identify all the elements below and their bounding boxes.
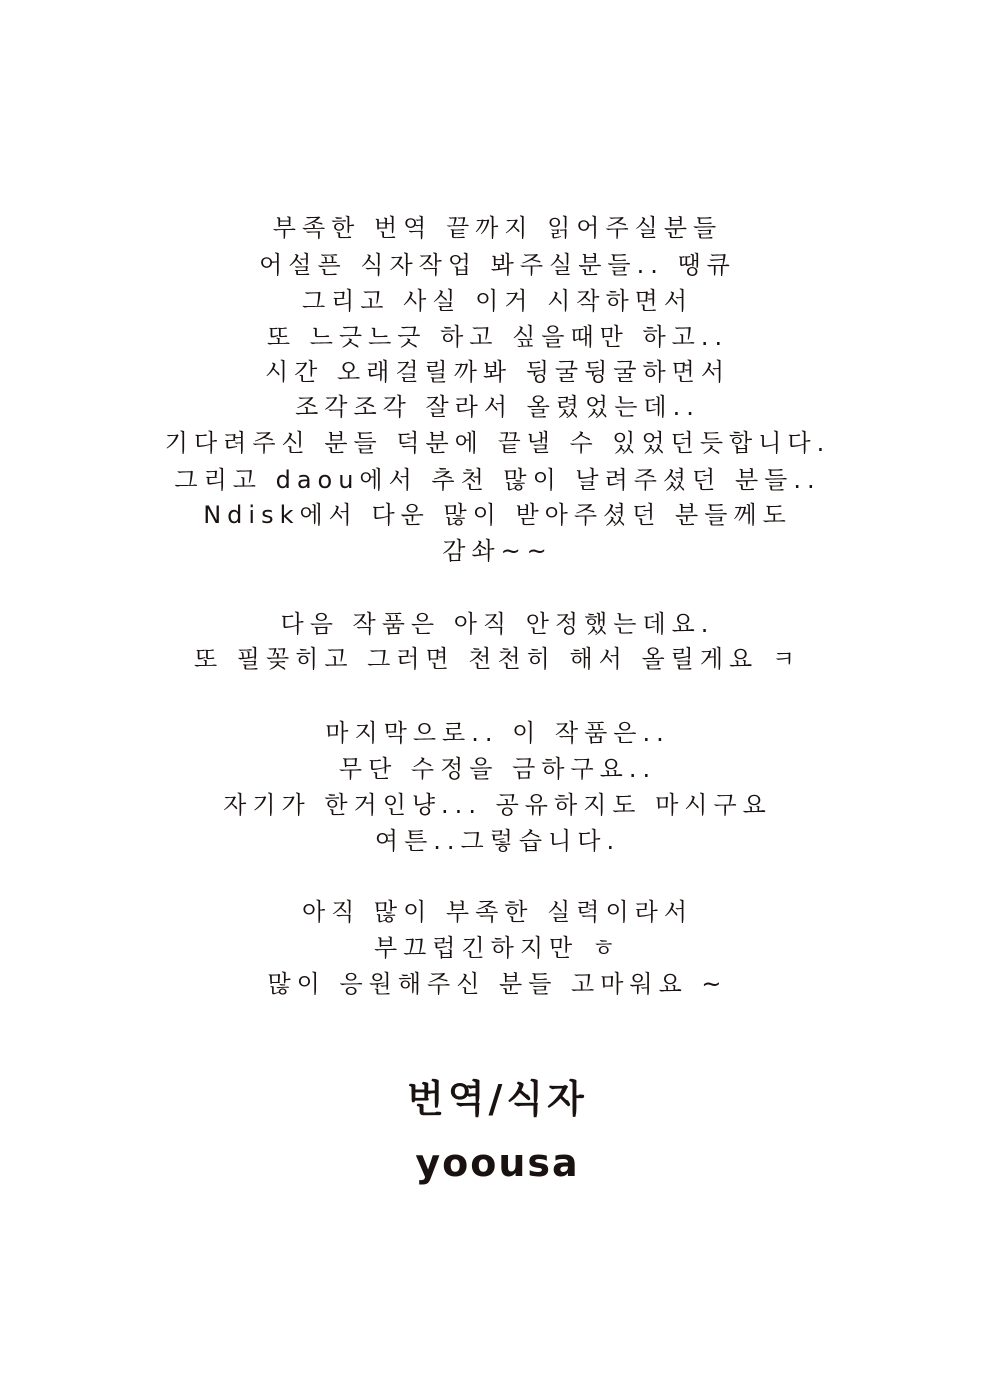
message-line: 어설픈 식자작업 봐주실분들.. 땡큐 [259,251,736,279]
message-line: 조각조각 잘라서 올렸었는데.. [295,393,700,421]
message-line: 또 느긋느긋 하고 싶을때만 하고.. [266,323,729,351]
message-line: 시간 오래걸릴까봐 뒹굴뒹굴하면서 [264,358,731,386]
message-line: 자기가 한거인냥... 공유하지도 마시구요 [223,791,772,819]
message-line: 기다려주신 분들 덕분에 끝낼 수 있었던듯합니다. [164,429,831,457]
message-line: 여튼..그렇습니다. [374,827,621,855]
message-line: 무단 수정을 금하구요.. [338,755,657,783]
message-line: 부족한 번역 끝까지 읽어주실분들 [272,214,723,242]
message-line: 많이 응원해주신 분들 고마워요 ~ [267,970,728,998]
message-line: 그리고 사실 이거 시작하면서 [301,287,694,315]
credit-name: yoousa [415,1141,580,1185]
credit-role: 번역/식자 [407,1077,588,1121]
message-line: 부끄럽긴하지만 ㅎ [373,934,622,962]
message-line: Ndisk에서 다운 많이 받아주셨던 분들께도 [203,501,792,529]
message-line: 아직 많이 부족한 실력이라서 [301,898,694,926]
message-line: 또 필꽂히고 그러면 천천히 해서 올릴게요 ㅋ [193,645,802,673]
message-line: 감솨~~ [442,537,553,565]
message-line: 마지막으로.. 이 작품은.. [325,719,670,747]
message-line: 다음 작품은 아직 안정했는데요. [280,610,715,638]
message-line: 그리고 daou에서 추천 많이 날려주셨던 분들.. [174,466,821,494]
